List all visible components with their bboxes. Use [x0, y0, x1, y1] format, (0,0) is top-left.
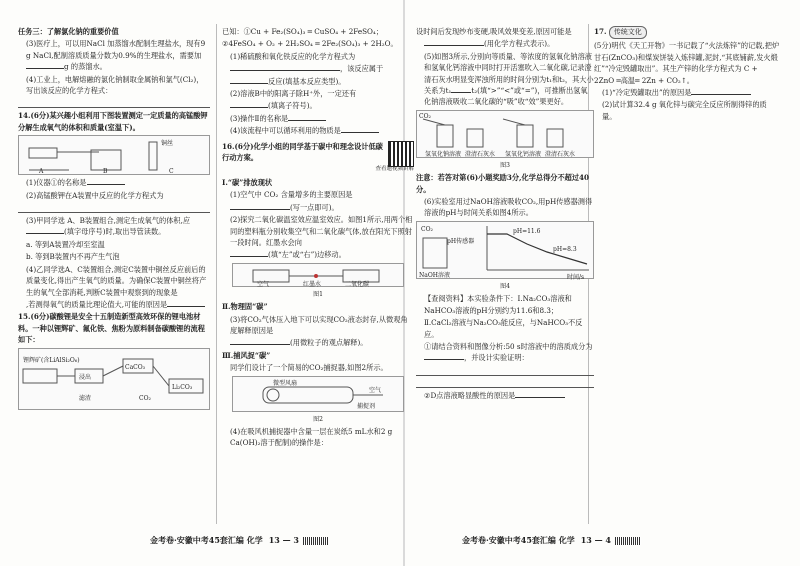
q14-3: (3)甲同学选 A、B装置组合,测定生成氧气的体积,应 [26, 216, 191, 226]
answer-line[interactable] [416, 378, 594, 388]
q17-1: (1)“冷定毁罐取出”的原因是 [602, 88, 692, 98]
answer-line[interactable] [416, 366, 594, 376]
answer-blank[interactable] [87, 177, 125, 185]
q17-head: (5分)明代《天工开物》一书记载了“火法炼锌”的记载,把炉甘石(ZnCO₃)和煤炭饼装入炼锌罐,泥封,“其底铺薪,发火煅红”“冷定毁罐取出”。其生产锌的化学方程式为 C + 2ZnO ═高温═ 2Zn + CO₂↑。 [594, 41, 780, 85]
answer-blank[interactable] [341, 125, 379, 133]
qr-code-icon[interactable] [388, 141, 414, 167]
q16-6-1: ①请结合资料和图像分析:50 s时溶液中的溶质成分为 [424, 341, 593, 351]
q16-5: (5)如图3所示,分别向等质量、等浓度的氢氧化钠溶液和氢氧化钙溶液中同时打开活塞吹入二氧化碳,记录澄清石灰水明显变浑浊所用的时间分别为t₁和t₂，其大小关系为t₁ [424, 51, 594, 96]
answer-blank[interactable] [230, 100, 268, 108]
fig3-label: 氢氧化钠溶液 [425, 150, 462, 158]
fig4-label: pH=8.3 [553, 245, 577, 253]
footer-title: 金考卷·安徽中考45套汇编 化学 [462, 535, 575, 545]
q14-1: (1)仪器①的名称是 [26, 178, 87, 188]
gas-inlet [503, 119, 525, 125]
fig1-label: 二氧化碳 [345, 280, 370, 288]
q15-head: 15.(6分)碳酸锂是安全十五制造新型高效环保的锂电池材料。一种以锂辉矿、氟化铁、焦粉为原料制备碳酸锂的流程如下： [18, 312, 205, 345]
fig4-label: 时间/s [567, 273, 585, 281]
fig4-label: CO₂ [421, 225, 433, 233]
q14-3-option-a: a. 等到A装置冷却至室温 [26, 239, 105, 249]
fig3-label: 澄清石灰水 [465, 150, 496, 158]
page-number: 13 — 4 [580, 535, 611, 545]
figure-q14 [18, 135, 210, 175]
fig-label-c: C [169, 168, 174, 176]
q14-head: 14.(6分)某兴趣小组利用下图装置测定一定质量的高锰酸钾分解生成氧气的体积和质量(室温下)。 [18, 111, 208, 132]
fig1-caption: 图1 [313, 290, 323, 298]
flow-box [23, 369, 57, 383]
tradition-culture-tag: 传统文化 [609, 26, 647, 39]
q16-4-cont: 设时间后发现纱布变硬,吸风效果变差,原因可能是 [416, 27, 572, 36]
column-4 [594, 26, 780, 123]
q14-4: (4)乙同学选A、C装置组合,测定C装置中铜丝反应前后的质量变化,得出产生氧气的质量。为确保C装置中铜丝将产生的氧气全部消耗,判断C装置中观察到的现象是 [26, 264, 207, 297]
bonus-note: 注意：若答对第(6)小题奖励3分,化学总得分不超过40分。 [416, 173, 590, 194]
q17-2: (2)试计算32.4 g 氧化锌与碳完全反应所制得锌的质量。 [602, 100, 767, 121]
flow-label: Li₂CO₃ [172, 383, 193, 391]
t3-q3: (3)医疗上，可以用NaCl 加蒸馏水配制生理盐水，现有9 g NaCl,配制溶质质量分数为0.9%的生理盐水，需要加 [26, 39, 206, 60]
q16-4-tail: (用化学方程式表示)。 [484, 39, 555, 49]
answer-line[interactable] [18, 203, 210, 213]
barcode-icon [615, 537, 641, 545]
fig4-label: pH=11.6 [513, 227, 541, 235]
column-divider [216, 24, 217, 524]
task3-title: 任务三：了解氯化钠的重要价值 [18, 27, 119, 36]
fig3-label: 氢氧化钙溶液 [505, 150, 542, 158]
barcode-icon [303, 537, 329, 545]
answer-line[interactable] [18, 98, 210, 108]
answer-blank[interactable] [424, 352, 464, 360]
answer-blank[interactable] [230, 337, 290, 345]
fig2-label: 微型风扇 [273, 379, 298, 387]
t3-q4: (4)工业上，电解熔融的氯化钠制取金属钠和氯气(Cl₂)，写出该反应的化学方程式： [26, 74, 204, 96]
reference-1: 【查阅资料】本实验条件下：Ⅰ.Na₂CO₃溶液和NaHCO₃溶液的pH分别约为11.6和8.3； [424, 294, 572, 315]
q16-5b: t₂(填“>”“<”或“=”)，可推断出氢氧化钠溶液吸收二氧化碳的“吸”收“效”果更好。 [424, 86, 588, 107]
q16-3b: (用微粒子的观点解释)。 [290, 338, 368, 348]
flask [437, 125, 453, 147]
answer-blank[interactable] [515, 390, 565, 398]
beaker [423, 238, 447, 268]
flask [517, 125, 533, 147]
flow-label: CaCO₃ [125, 363, 146, 371]
fan [267, 389, 279, 401]
fig2-label: 捕捉剂 [357, 402, 376, 410]
q16-3: (3)将CO₂气体压入地下可以实现CO₂液态封存,从微观角度解释原因是 [230, 314, 408, 335]
figure-2 [232, 376, 404, 412]
red-ink-drop [314, 274, 318, 278]
q16-head: 16.(6分)化学小组的同学基于碳中和理念设计低碳行动方案。 [222, 141, 383, 163]
q15-1: (1)稀硫酸和氧化铁反应的化学方程式为 [230, 51, 356, 61]
flow-label: 锂辉矿(含LiAlSi₂O₆) [23, 356, 80, 364]
section-1-title: Ⅰ.“碳”排放现状 [222, 177, 273, 187]
q15-4: (4)该流程中可以循环利用的物质是 [230, 126, 341, 136]
fig4-label: NaOH溶液 [419, 271, 450, 279]
section-2-title: Ⅱ.物理固“碳” [222, 302, 268, 312]
figure-1 [232, 263, 404, 287]
t3-q3-tail: g 的蒸馏水。 [64, 62, 107, 72]
q16-block [222, 141, 414, 164]
answer-blank[interactable] [230, 202, 290, 210]
fig-label-copper: 铜丝 [161, 140, 174, 148]
fig3-label: CO₂ [419, 112, 431, 120]
q17-number: 17. [594, 27, 607, 36]
q16-2: (2)探究二氧化碳温室效应温室效应。如图1所示,用两个相同的塑料瓶分别收集空气和二氧化碳气体,放在阳光下照射一段时间。红墨水会向 [230, 215, 413, 247]
beaker [547, 129, 563, 147]
qr-caption: 查看题视频讲解 [375, 166, 414, 173]
q16-1: (1)空气中 CO₂ 含量增多的主要原因是 [230, 190, 353, 200]
figure-4 [416, 221, 594, 279]
section-3-title: Ⅲ.捕风捉“碳” [222, 350, 271, 360]
q15-2b: (填离子符号)。 [268, 101, 317, 111]
section-3-line: 同学们设计了一个简易的CO₂捕捉器,如图2所示。 [230, 363, 388, 373]
fig3-caption: 图3 [500, 161, 510, 169]
answer-blank[interactable] [451, 85, 471, 93]
known-2: ②4FeSO₄ + O₂ + 2H₂SO₄ ═ 2Fe₂(SO₄)₃ + 2H₂O。 [222, 39, 398, 49]
footer-title: 金考卷·安徽中考45套汇编 化学 [150, 535, 263, 545]
footer-right [462, 535, 641, 546]
figure-3 [416, 110, 594, 158]
fig-label-b: B [103, 168, 108, 176]
q14-2: (2)高锰酸钾在A装置中反应的化学方程式为 [26, 190, 164, 200]
beaker [467, 129, 483, 147]
q14-4-tail: ,若测得氧气的质量比理论值大,可能的原因是 [26, 299, 168, 309]
reference-2: Ⅱ.CaCl₂溶液与Na₂CO₃能反应，与NaHCO₃不反应。 [424, 318, 583, 339]
answer-blank[interactable] [26, 61, 64, 69]
q14-3-option-b: b. 等到B装置内不再产生气泡 [26, 252, 120, 262]
answer-blank[interactable] [230, 249, 268, 257]
figure-q15-flowchart [18, 348, 210, 410]
footer-left [150, 535, 329, 546]
q16-2b: (填“左”或“右”)边移动。 [268, 250, 346, 260]
column-3 [416, 26, 594, 402]
test-tube [29, 148, 57, 158]
fig2-label: 空气 [369, 386, 382, 394]
fig3-label: 澄清石灰水 [545, 150, 576, 158]
fig1-label: 红墨水 [303, 280, 322, 288]
q16-6: (6)实验室用过NaOH溶液吸收CO₂,用pH传感器测得溶液的pH与时间关系如图4所示。 [424, 197, 593, 218]
flow-label: CO₂ [139, 394, 151, 402]
q16-1b: (写一点即可)。 [290, 202, 339, 212]
fig1-label: 空气 [257, 280, 270, 288]
q15-1b: ，该反应属于 [340, 64, 384, 74]
answer-blank[interactable] [288, 113, 326, 121]
flow-label: 滤渣 [79, 394, 92, 402]
fig4-label: pH传感器 [447, 237, 475, 245]
q15-1c: 反应(填基本反应类型)。 [268, 76, 346, 86]
column-2 [222, 26, 414, 450]
q15-2: (2)溶液B中的阳离子除H⁺外，一定还有 [230, 89, 357, 99]
fig4-caption: 图4 [500, 282, 510, 290]
answer-blank[interactable] [691, 87, 751, 95]
flow-arrow [153, 366, 169, 386]
fig-label-a: A [39, 168, 44, 176]
q14-3-tail: (填字母序号)时,取出导管读数。 [64, 227, 166, 237]
apparatus-diagram [19, 136, 209, 176]
answer-blank[interactable] [167, 299, 205, 307]
answer-blank[interactable] [230, 63, 340, 71]
page-number: 13 — 3 [268, 535, 299, 545]
answer-blank[interactable] [424, 38, 484, 46]
q16-4: (4)在吸风机捕捉器中含量一层在炭纸5 mL水和2 g Ca(OH)₂溶于配制)的操作是： [230, 426, 393, 448]
q16-6-2: ②D点溶液略显酸性的原因是 [424, 390, 516, 400]
q16-6-1b: ，并设计实验证明： [464, 353, 529, 363]
answer-blank[interactable] [26, 226, 64, 234]
flow-label: 浸出 [79, 373, 92, 381]
glass-tube [149, 142, 157, 170]
known-1: 已知：①Cu + Fe₂(SO₄)₃ ═ CuSO₄ + 2FeSO₄； [222, 27, 384, 36]
flow-arrow [103, 366, 123, 376]
column-1 [18, 26, 210, 412]
answer-blank[interactable] [230, 76, 268, 84]
q15-3: (3)操作Ⅱ的名称是 [230, 113, 289, 123]
fig2-caption: 图2 [313, 415, 323, 423]
